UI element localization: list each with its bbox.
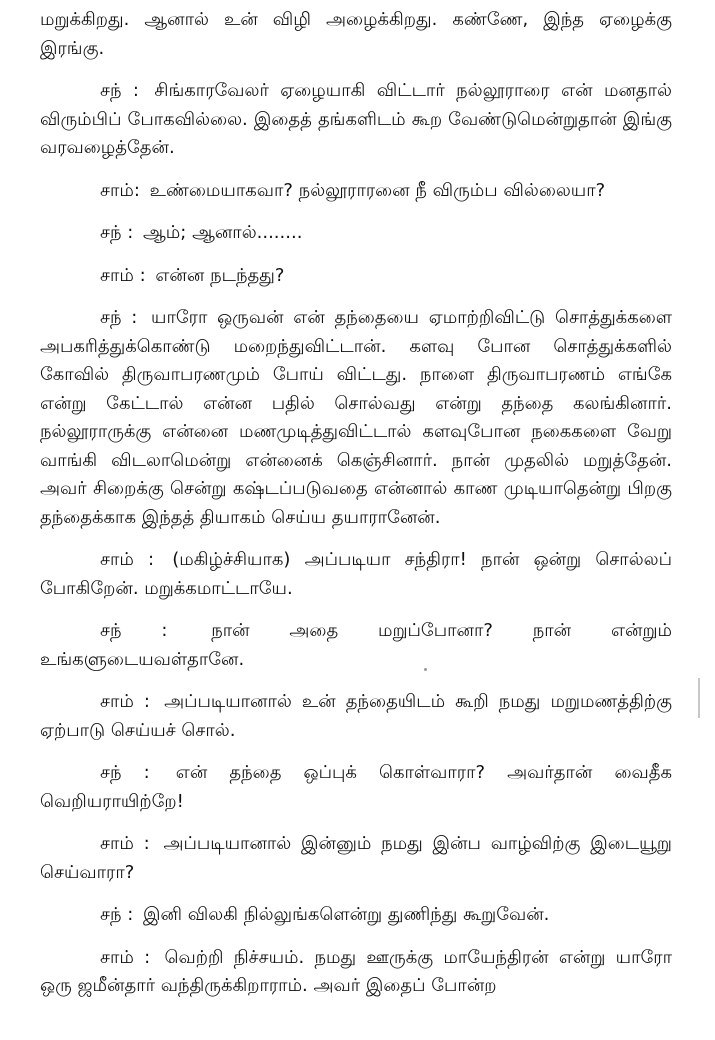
dialogue-paragraph [40,177,672,206]
paragraph-text: இனி விலகி நில்லுங்களென்று துணிந்து கூறுவேன். [143,904,550,925]
speaker-label: சாம்: [100,179,140,201]
document-page [40,6,672,1015]
paragraph-text: ஆம்; ஆனால்........ [143,222,303,243]
dialogue-paragraph [40,6,672,63]
paragraph-text: (மகிழ்ச்சியாக) அப்படியா சந்திரா! நான் ஒன்று சொல்லப் போகிறேன். மறுக்கமாட்டாயே. [40,549,672,599]
scan-speck [424,668,427,671]
speaker-label: சந் : [100,620,168,641]
speaker-label: சந் : [100,222,134,243]
dialogue-paragraph [40,304,672,532]
speaker-label: சாம் : [100,691,150,712]
speaker-label: சந் : [100,307,138,328]
scan-margin-mark [698,678,700,718]
paragraph-text: என் தந்தை ஒப்புக் கொள்வாரா? அவர்தான் வைதீக வெறியராயிற்றே! [40,762,672,812]
dialogue-paragraph [40,262,672,291]
paragraph-text: வெற்றி நிச்சயம். நமது ஊருக்கு மாயேந்திரன் என்று யாரோ ஒரு ஜமீன்தார் வந்திருக்கிறாராம். அவர் இதைப் போன்ற [40,946,672,996]
speaker-label: சாம் : [100,264,146,286]
speaker-label: சாம் : [100,833,150,854]
paragraph-text: அப்படியானால் இன்னும் நமது இன்ப வாழ்விற்கு இடையூறு செய்வாரா? [40,833,672,883]
paragraph-text: என்ன நடந்தது? [155,264,285,286]
dialogue-paragraph [40,759,672,816]
speaker-label: சந் : [100,762,150,783]
speaker-label: சாம் : [100,549,155,570]
speaker-label: சாம் : [100,946,151,968]
dialogue-paragraph [40,77,672,163]
dialogue-paragraph [40,617,672,674]
dialogue-paragraph [40,830,672,887]
dialogue-paragraph [40,546,672,603]
dialogue-paragraph [40,944,672,1001]
speaker-label: சந் : [100,80,139,101]
paragraph-text: அப்படியானால் உன் தந்தையிடம் கூறி நமது மறுமணத்திற்கு ஏற்பாடு செய்யச் சொல். [40,691,672,741]
paragraph-text: சிங்காரவேலர் ஏழையாகி விட்டார் நல்லூராரை என் மனதால் விரும்பிப் போகவில்லை. இதைத் தங்களிடம் கூற வேண்டுமென்றுதான் இங்கு வரவழைத்தேன். [40,80,673,158]
paragraph-text: மறுக்கிறது. ஆனால் உன் விழி அழைக்கிறது. கண்ணே, இந்த ஏழைக்கு இரங்கு. [40,9,672,59]
dialogue-paragraph [40,901,672,930]
paragraph-text: உண்மையாகவா? நல்லூராரனை நீ விரும்ப வில்லையா? [149,179,606,201]
paragraph-text: நான் அதை மறுப்போனா? நான் என்றும் உங்களுடையவள்தானே. [40,620,672,670]
dialogue-paragraph [40,219,672,248]
paragraph-text: யாரோ ஒருவன் என் தந்தையை ஏமாற்றிவிட்டு சொத்துக்களை அபகரித்துக்கொண்டு மறைந்துவிட்டான். களவு போன சொத்துக்களில் கோவில் திருவாபரணமும் போய் விட்டது. நாளை திருவாபரணம் எங்கே என்று கேட்டால் என்ன பதில் சொல்வது என்று தந்தை கலங்கினார். நல்லூராருக்கு என்னை மணமுடித்துவிட்டால் களவுபோன நகைகளை வேறு வாங்கி விடலாமென்று என்னைக் கெஞ்சினார். நான் முதலில் மறுத்தேன். அவர் சிறைக்கு சென்று கஷ்டப்படுவதை என்னால் காண முடியாதென்று பிறகு தந்தைக்காக இந்தத் தியாகம் செய்ய தயாரானேன். [40,307,672,528]
dialogue-paragraph [40,688,672,745]
speaker-label: சந் : [100,904,134,925]
